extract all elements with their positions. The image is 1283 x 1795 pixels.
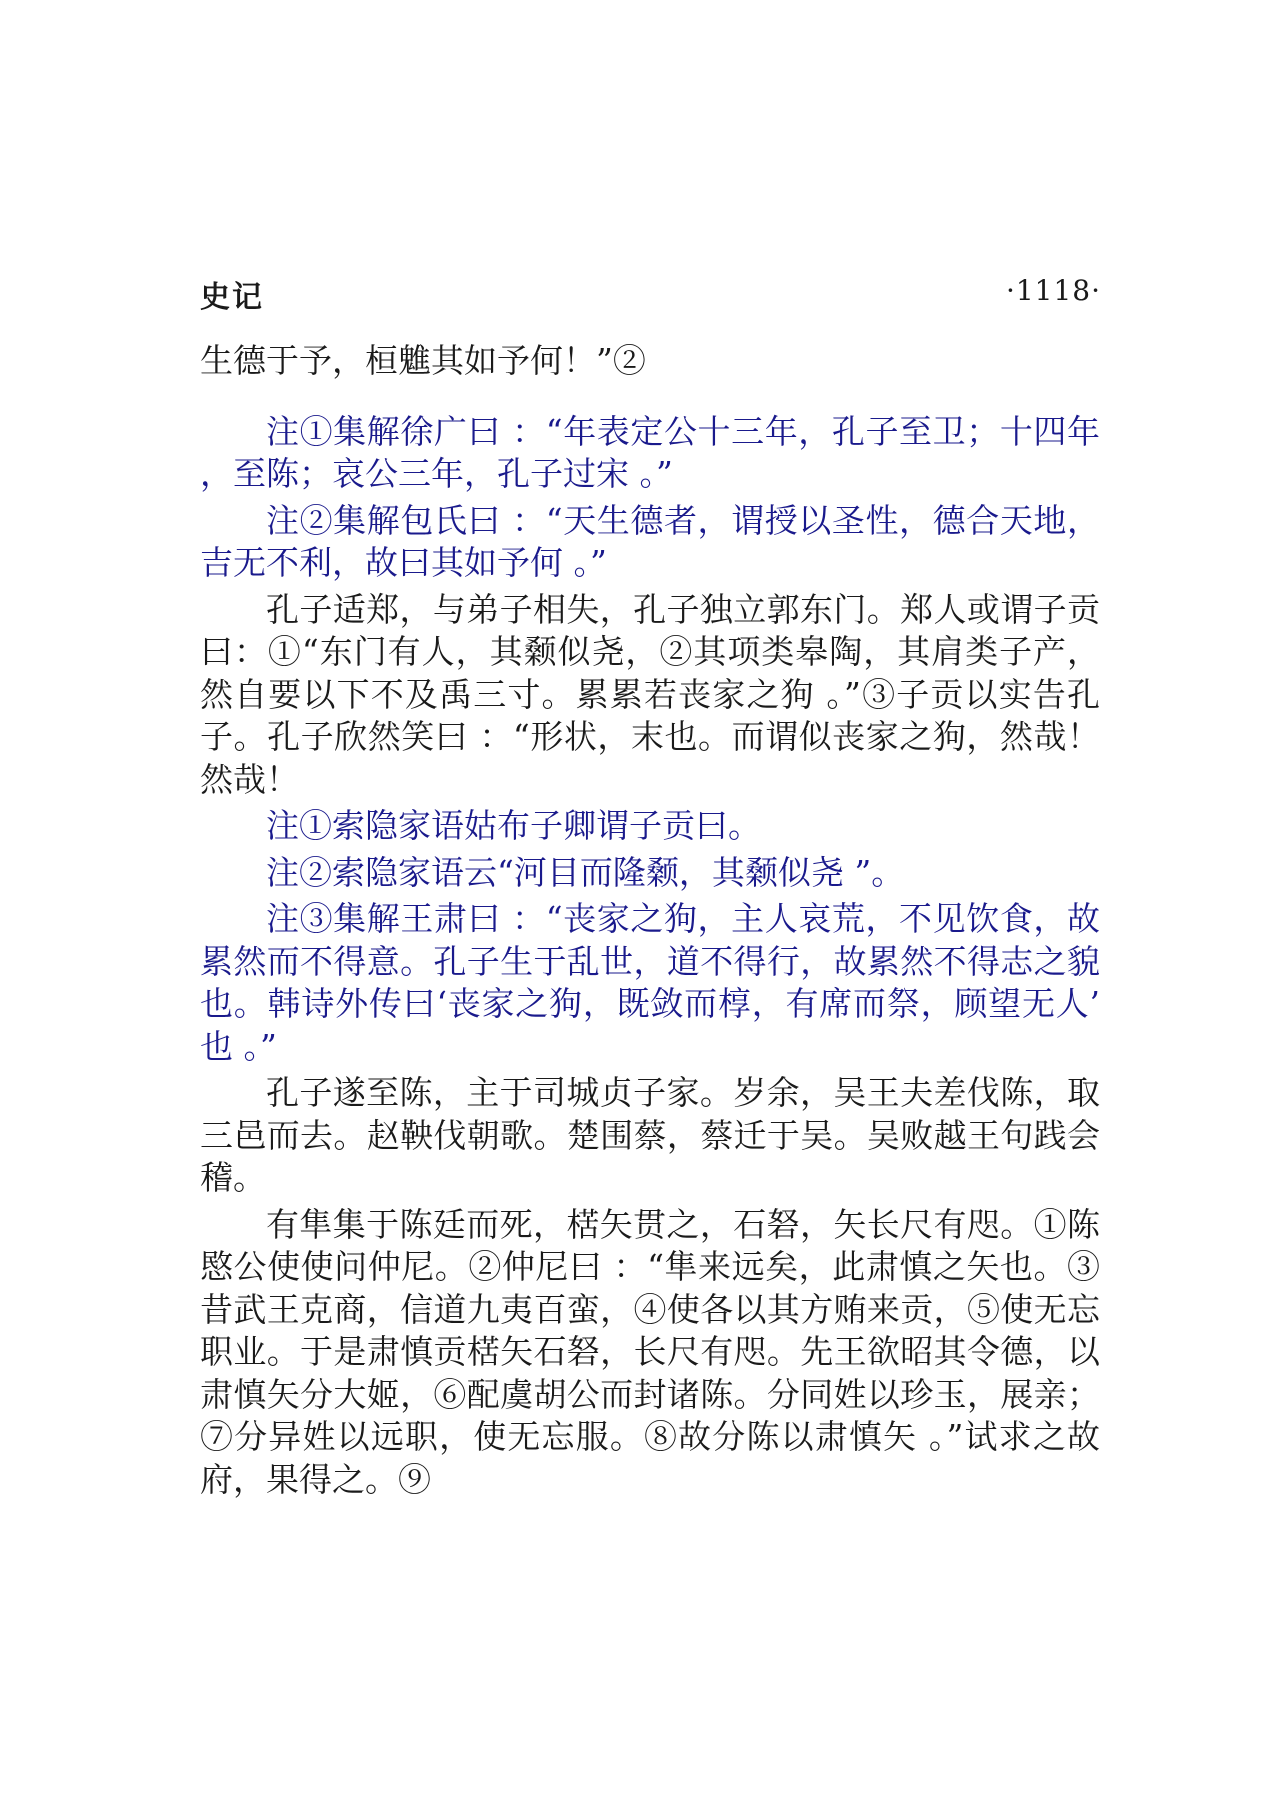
book-title: 史记 xyxy=(200,280,264,315)
annotation-note: 注②索隐家语云“河目而隆颡，其颡似尧 ”。 xyxy=(266,852,905,892)
page-number: ·1118· xyxy=(1005,274,1101,307)
page-header xyxy=(200,262,1101,315)
annotation-note: 注①索隐家语姑布子卿谓子贡曰。 xyxy=(266,806,761,845)
page-content xyxy=(200,340,1100,1501)
body-paragraph: 生德于予，桓魋其如予何！”② xyxy=(200,341,646,380)
page xyxy=(200,262,1100,1501)
body-paragraph: 孔子遂至陈，主于司城贞子家。岁余，吴王夫差伐陈，取三邑而去。赵鞅伐朝歌。楚围蔡，蔡迁于吴。吴败越王句践会稽。 xyxy=(200,1073,1100,1197)
annotation-note: 注②集解包氏曰 ：“天生德者，谓授以圣性，德合天地，吉无不利，故曰其如予何 。” xyxy=(200,500,1100,582)
body-paragraph: 孔子适郑，与弟子相失，孔子独立郭东门。郑人或谓子贡曰：①“东门有人，其颡似尧，②其项类皋陶，其肩类子产，然自要以下不及禹三寸。累累若丧家之狗 。”③子贡以实告孔子。孔子欣然笑曰 ：“形状，末也。而谓似丧家之狗，然哉！然哉！ xyxy=(200,589,1100,799)
body-paragraph: 有隼集于陈廷而死，楛矢贯之，石砮，矢长尺有咫。①陈愍公使使问仲尼。②仲尼曰 ：“隼来远矣，此肃慎之矢也。③昔武王克商，信道九夷百蛮，④使各以其方贿来贡，⑤使无忘职业。于是肃慎贡楛矢石砮，长尺有咫。先王欲昭其令德，以肃慎矢分大姬，⑥配虞胡公而封诸陈。分同姓以珍玉，展亲；⑦分异姓以远职，使无忘服。⑧故分陈以肃慎矢 。”试求之故府，果得之。⑨ xyxy=(200,1204,1100,1499)
annotation-note: 注③集解王肃曰 ：“丧家之狗，主人哀荒，不见饮食，故累然而不得意。孔子生于乱世，道不得行，故累然不得志之貌也。韩诗外传曰‘丧家之狗，既敛而椁，有席而祭，顾望无人’也 。” xyxy=(200,899,1100,1066)
annotation-note: 注①集解徐广曰 ：“年表定公十三年，孔子至卫；十四年，至陈；哀公三年，孔子过宋 。” xyxy=(200,411,1100,493)
